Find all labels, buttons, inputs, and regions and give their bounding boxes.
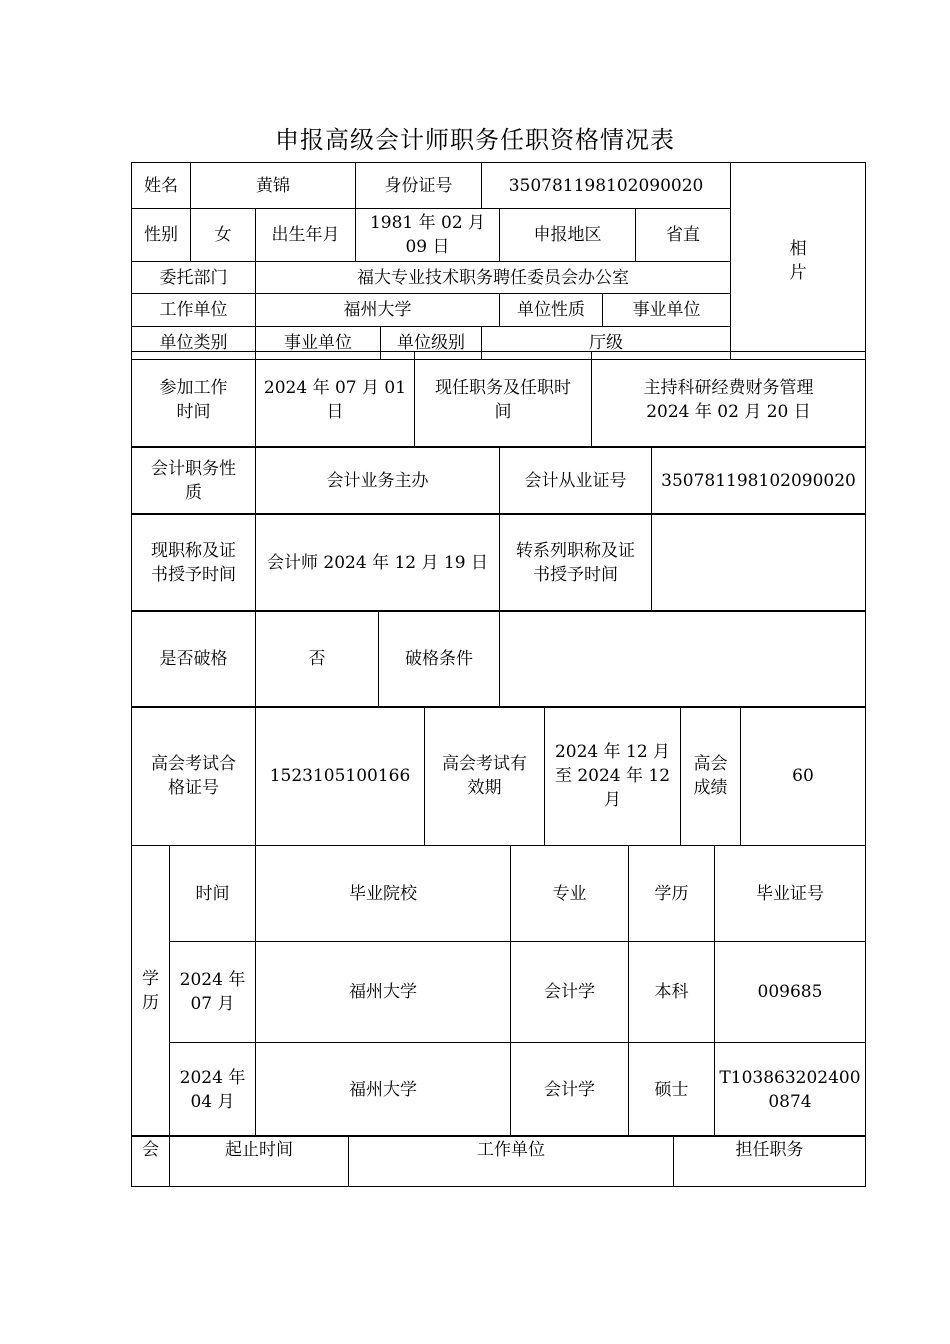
education-side-label: 学 历 [132,846,170,1137]
career-header-role: 担任职务 [674,1136,866,1187]
edu-header-time: 时间 [170,846,256,942]
career-header-period: 起止时间 [170,1136,349,1187]
edu-cert: T103863202400 0874 [715,1043,866,1137]
exception-cond-value [500,611,866,708]
name-value: 黄锦 [191,163,356,209]
exception-value: 否 [256,611,379,708]
birth-value: 1981 年 02 月 09 日 [356,209,500,262]
position-label: 现任职务及任职时 间 [415,352,592,448]
exception-cond-label: 破格条件 [379,611,500,708]
region-label: 申报地区 [500,209,636,262]
exam-section [131,706,865,846]
region-value: 省直 [636,209,731,262]
accounting-section [131,446,865,515]
edu-time: 2024 年 07 月 [170,942,256,1043]
acct-nature-value: 会计业务主办 [256,447,500,515]
career-side-label: 会 [132,1136,170,1187]
transfer-title-label: 转系列职称及证 书授予时间 [500,514,652,612]
edu-cert: 009685 [715,942,866,1043]
unit-nature-label: 单位性质 [500,294,603,327]
acct-nature-label: 会计职务性 质 [132,447,256,515]
current-title-label: 现职称及证 书授予时间 [132,514,256,612]
edu-school: 福州大学 [256,1043,511,1137]
edu-major: 会计学 [511,942,629,1043]
work-section [131,351,865,448]
exam-validity-label: 高会考试有 效期 [425,707,545,846]
gender-value: 女 [191,209,256,262]
edu-header-school: 毕业院校 [256,846,511,942]
edu-header-degree: 学历 [629,846,715,942]
unit-level-value: 厅级 [482,327,731,360]
entrust-value: 福大专业技术职务聘任委员会办公室 [256,262,731,294]
exam-score-label: 高会 成绩 [681,707,741,846]
work-start-label: 参加工作 时间 [132,352,256,448]
acct-cert-value: 350781198102090020 [652,447,866,515]
unit-type-value: 事业单位 [256,327,381,360]
unit-nature-value: 事业单位 [603,294,731,327]
exam-score-value: 60 [741,707,866,846]
entrust-label: 委托部门 [132,262,256,294]
work-unit-label: 工作单位 [132,294,256,327]
career-header-unit: 工作单位 [349,1136,674,1187]
gender-label: 性别 [132,209,191,262]
unit-type-label: 单位类别 [132,327,256,360]
position-value: 主持科研经费财务管理 2024 年 02 月 20 日 [592,352,866,448]
career-section [131,1135,865,1187]
work-unit-value: 福州大学 [256,294,500,327]
acct-cert-label: 会计从业证号 [500,447,652,515]
basic-info-section [131,162,865,360]
edu-school: 福州大学 [256,942,511,1043]
transfer-title-value [652,514,866,612]
work-start-value: 2024 年 07 月 01 日 [256,352,415,448]
page-title: 申报高级会计师职务任职资格情况表 [275,126,675,154]
edu-time: 2024 年 04 月 [170,1043,256,1137]
birth-label: 出生年月 [256,209,356,262]
exception-section [131,610,865,708]
edu-degree: 硕士 [629,1043,715,1137]
table-row [132,942,866,1043]
edu-major: 会计学 [511,1043,629,1137]
photo-placeholder: 相 片 [731,163,866,360]
id-value: 350781198102090020 [482,163,731,209]
unit-level-label: 单位级别 [381,327,482,360]
exam-cert-value: 1523105100166 [256,707,425,846]
edu-header-cert: 毕业证号 [715,846,866,942]
exam-cert-label: 高会考试合 格证号 [132,707,256,846]
education-section [131,845,865,1137]
id-label: 身份证号 [356,163,482,209]
table-row [132,1043,866,1137]
exception-label: 是否破格 [132,611,256,708]
edu-degree: 本科 [629,942,715,1043]
edu-header-major: 专业 [511,846,629,942]
exam-validity-value: 2024 年 12 月 至 2024 年 12 月 [545,707,681,846]
current-title-value: 会计师 2024 年 12 月 19 日 [256,514,500,612]
title-section [131,513,865,612]
name-label: 姓名 [132,163,191,209]
